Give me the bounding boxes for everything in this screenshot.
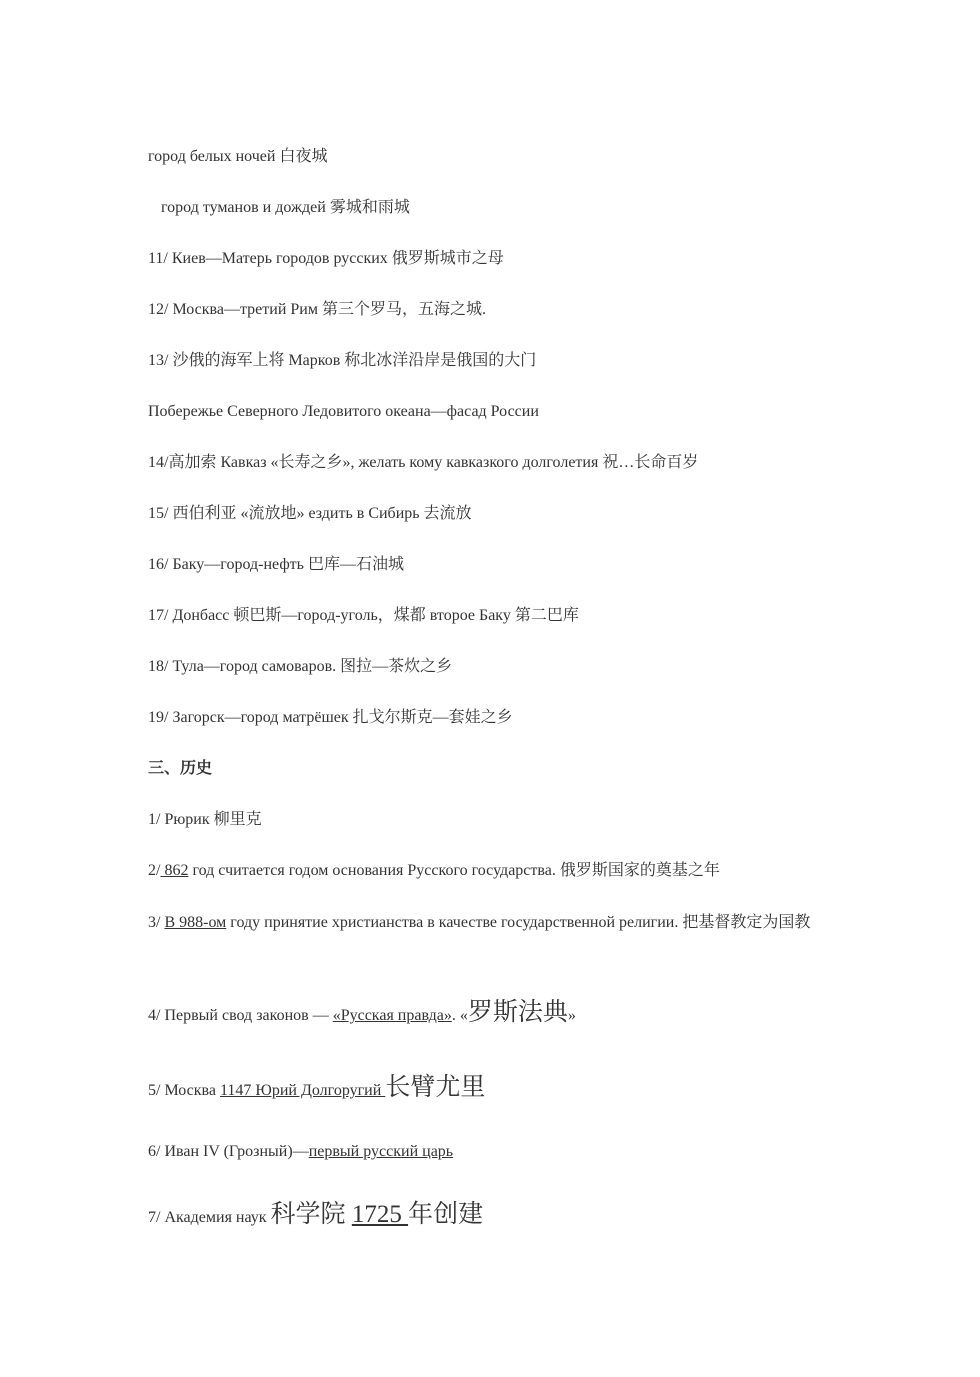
chinese-title: 罗斯法典 [467,999,568,1026]
item-text: » [567,1007,576,1024]
underlined-name: 1147 Юрий Долгоругий [220,1082,386,1099]
item-number: 2/ [148,862,161,879]
text-line: 12/ Москва—третий Рим 第三个罗马，五海之城. [148,301,486,318]
item-text: 6/ Иван IV (Грозный)— [148,1143,309,1160]
chinese-name: 长臂尤里 [385,1074,486,1101]
text-line: 14/高加索 Кавказ «长寿之乡», желать кому кавказкого долголетия 祝…长命百岁 [148,454,699,471]
item-text: 5/ Москва [148,1082,220,1099]
text-line: 13/ 沙俄的海军上将 Марков 称北冰洋沿岸是俄国的大门 [148,352,537,369]
underlined-year: 862 [160,862,189,879]
text-line: 15/ 西伯利亚 «流放地» ездить в Сибирь 去流放 [148,505,472,522]
text-line: город туманов и дождей 雾城和雨城 [161,199,410,216]
text-line: 17/ Донбасс 顿巴斯—город-уголь，煤都 второе Баку 第二巴库 [148,607,579,624]
item-text: 7/ Академия наук [148,1209,271,1226]
text-line: 19/ Загорск—город матрёшек 扎戈尔斯克—套娃之乡 [148,709,513,726]
text-line: 11/ Киев—Матерь городов русских 俄罗斯城市之母 [148,250,504,267]
history-item [148,1200,483,1233]
history-item [148,910,830,935]
underlined-year: 1725 [351,1201,409,1228]
history-item [148,998,576,1031]
text-line: 16/ Баку—город-нефть 巴库—石油城 [148,556,404,573]
text-line: Побережье Северного Ледовитого океана—фасад России [148,403,539,420]
history-item [148,861,720,881]
chinese-text: 年创建 [408,1201,484,1228]
item-text: году принятие христианства в качестве государственной религии. 把基督教定为国教 [226,914,811,931]
chinese-text: 科学院 [270,1201,352,1228]
underlined-phrase: первый русский царь [308,1143,454,1160]
text-line: город белых ночей 白夜城 [148,148,328,165]
history-item: 1/ Рюрик 柳里克 [148,811,262,828]
underlined-title: «Русская правда» [332,1007,452,1024]
item-text: . « [451,1007,468,1024]
underlined-year: В 988-ом [164,914,227,931]
history-item [148,1142,453,1162]
item-text: 4/ Первый свод законов — [148,1007,333,1024]
item-text: год считается годом основания Русского государства. 俄罗斯国家的奠基之年 [188,862,720,879]
history-item [148,1073,485,1106]
text-line: 18/ Тула—город самоваров. 图拉—茶炊之乡 [148,658,453,675]
section-heading: 三、历史 [148,760,213,777]
item-number: 3/ [148,914,165,931]
